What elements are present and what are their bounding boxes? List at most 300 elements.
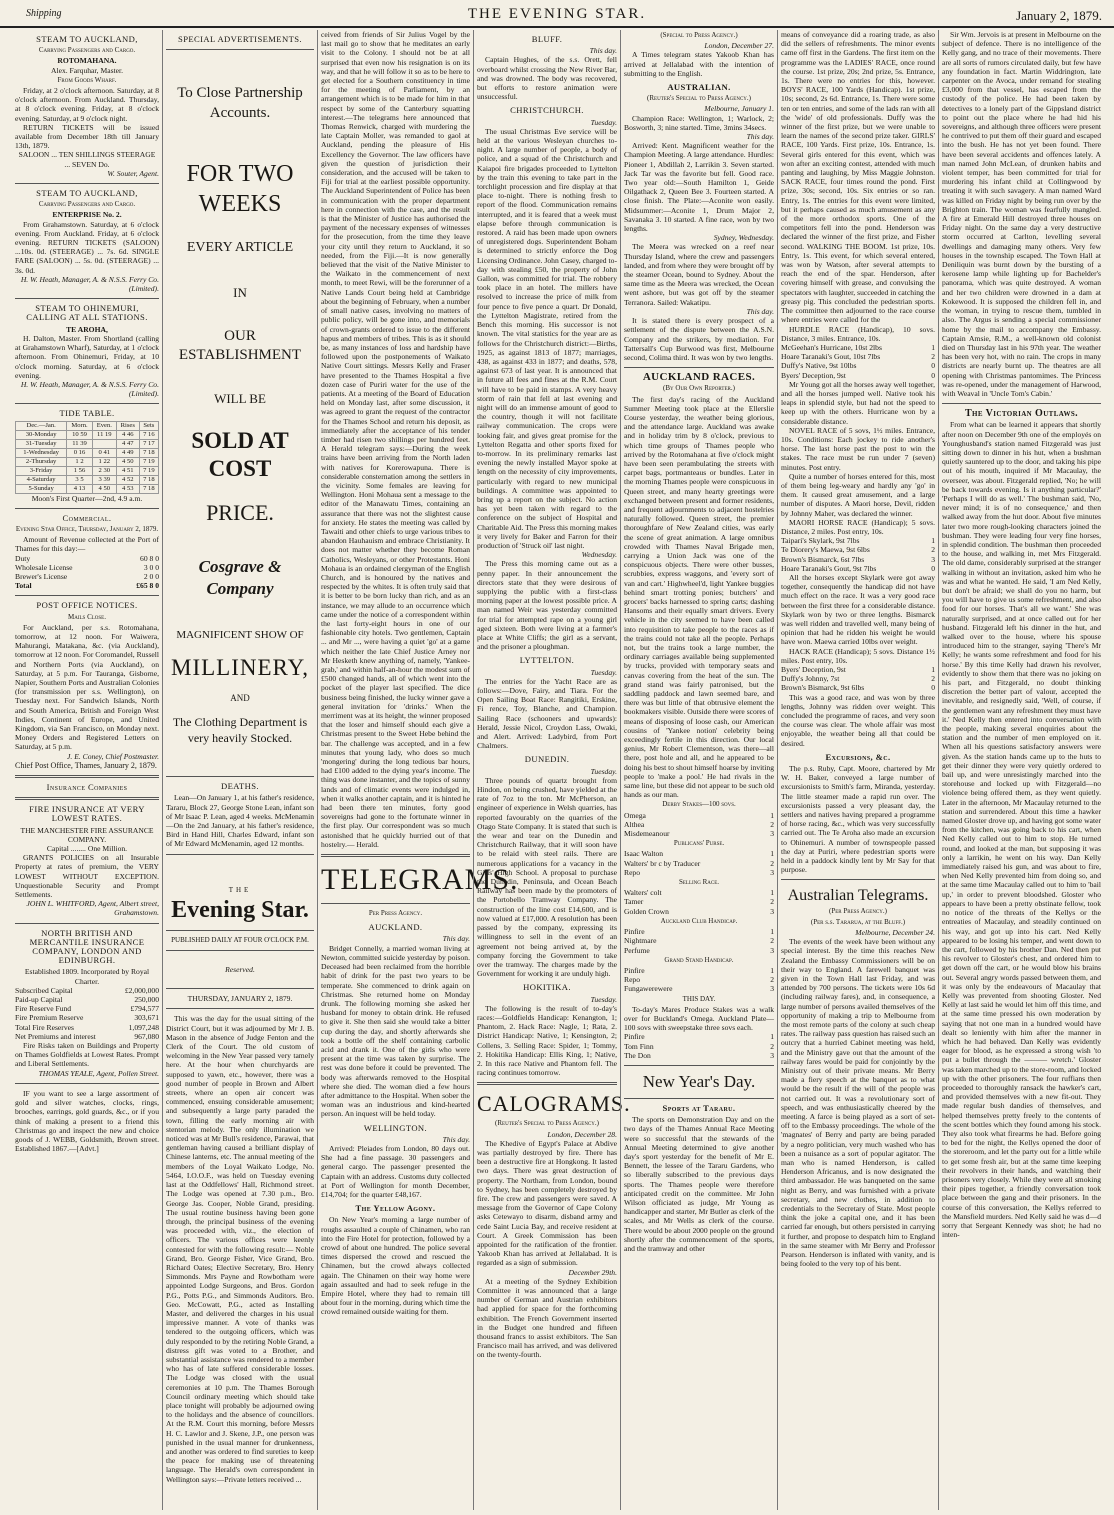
ad-line: To Close Partnership [177, 85, 303, 102]
paragraph: From what can be learned it appears that shortly after noon on December 9th one of the employés on Younghusband's station named Fitzgerald was just sitting down to dinner in his hut, when a bushman quietly sauntered up to the door, and taking his pipe out of his mouth, inquired if Mr Macaulay, the overseer, was about. Fitzgerald replied, 'No; he will be back towards evening. Is it anything particular?' 'Perhaps I will do as well.' The bushman said, 'No, never mind; it is of no consequence,' and then walked away from the hut door. About five minutes later two more rough-looking characters joined the bushman. They were leading four very fine horses, in splendid condition. The bushman then proceeded to the house, and walking in, met Mrs Fitzgerald. The old dame, considerably surprised at the stranger walking in without an invitation, asked him who he was and what he wanted. He said, 'I am Ned Kelly, but don't be afraid; we shall do you no harm, but you will have to give us some refreshment, and also food for our horses. That's all we want.' She was naturally surprised, and at once called out for her husband. Fitzgerald left his dinner in the hut, and walked over to the house, where his spouse introduced him to the stranger, saying 'There's Mr Kelly; he wants some refreshment and food for his horse.' By this time Kelly had drawn his revolver, evidently to show them that there was no joking on his part, and Fitzgerald, no doubt thinking discretion the better part of valour, accepted the inevitable, and resignedly said, 'Well, of course, if the gentlemen want any refreshment they must have it.' Ned Kelly then entered into conversation with the people, making several enquiries about the station and the number of men employed on it. When all his questions satisfactory answers were given. As the station hands came up to the huts to get their dinner they were very quietly ordered to bail up, and were unresistingly marched into the storehouse and locked up with Fitzgerald—no violence being offered them, as they went quietly. Later in the afternoon, Mr Macaulay returned to the station and surrendered. About this time a hawker named Gloster drove up, and having got some water from the kitchen, was going back to his cart, when Ned Kelly called out to him to stop. He turned round, and looked at the man, but supposing it was only a larrikin, he went on his way. Dan Kelly immediately raised his gun, and was about to fire, when Ned Kelly prevented him from doing so, and at the same time Macaulay called out to him to 'bail up,' in order to prevent bloodshed. Gloster who appears to have been a pretty obstinate fellow, took no notice of the threats of the Kellys or the entreaties of Macaulay, and steadily continued on his way, and got up into his cart. Ned Kelly appeared to be losing his temper, and went down to the cart, followed by his brother Dan. Ned then put his revolver to Gloster's chest, and ordered him to get down off the cart, or he would blow his brains out. Several angry words passed between them, and it was only by the endeavours of Macaulay that Kelly was prevented from shooting Gloster. Ned Kelly at last said he would let him off this time, and at the same time pressed his own moderation by saying that not one man in a hundred would have dealt so leniently with him after the manner in which he had behaved. Dan Kelly was evidently eager for blood, as he expressed a strong wish 'to put a bullet through the ——— wretch.' Gloster was taken marched up to the store-room, and locked up with the other prisoners. The four ruffians then proceeded to thoroughly ransack the hawker's cart, and provided themselves with a new fit-out. They made regular bush dandies of themselves, and helped themselves pretty freely to the contents of the scent bottles which they found among his stock. They also took what firearms he had. Before going to bed for the night, the Kellys opened the door of the storeroom, and let the party out for a little while to get some fresh air, but at the same time keeping their revolvers in their hands, and watching their prisoners very closely. While they were all smoking their pipes together, a friendly conversation took place between the gang and their prisoners. In the course of this conversation, the Kellys referred to the Mansfield murders. Ned Kelly said he was d—d sorry that Sergeant Kennedy was shot; he had no inten- [942, 420, 1101, 1240]
row-label: Perfume [624, 945, 650, 955]
paragraph: The entries for the Yacht Race are as follows:—Dove, Fairy, and Tiara. For the Open Sailing Boat Race: Rangitiki, Erskine, Fi rence, Toy, Blanche, and Champion. Sailing Race (schooners and upwards): Herald, Jessie Nicol, Croydon Lass, Owaki, and Alert. Arrived: Ladybird, from Port Chalmers. [477, 676, 617, 751]
paragraph: Champion Race: Wellington, 1; Warlock, 2; Bosworth, 3; nine started. Time, 3mins 34secs. [624, 113, 774, 132]
divider [166, 854, 314, 855]
capital-row [15, 1004, 159, 1013]
race-results [781, 343, 935, 380]
race-result-row [781, 536, 935, 545]
row-value: 0 [931, 683, 935, 693]
tide-cell: 10 59 [67, 430, 93, 439]
tide-cell: 4 50 [116, 457, 139, 466]
divider [15, 1083, 159, 1084]
tide-cell: 1 2 [67, 457, 93, 466]
dateline: This day. [746, 306, 774, 316]
row-label: Brewer's License [15, 571, 68, 581]
agent-signature: THOMAS YEALE, Agent, Pollen Street. [38, 1068, 159, 1078]
tide-table [15, 421, 159, 494]
tide-cell: 3 39 [92, 475, 116, 484]
issue-date: January 2, 1879. [1016, 8, 1102, 23]
tide-cell: 7 19 [139, 466, 158, 475]
tide-cell: 31-Tuesday [16, 439, 67, 448]
tide-cell: 1 22 [92, 457, 116, 466]
row-value: 0 [931, 563, 935, 573]
tide-cell: 3 5 [67, 475, 93, 484]
row-label: Golden Crown [624, 906, 669, 916]
tide-cell: 4 52 [116, 475, 139, 484]
ad-line: MAGNIFICENT SHOW OF [176, 629, 304, 642]
return-tickets: RETURN TICKETS will be issued available from December 18th till January 13th, 1879. [15, 122, 159, 151]
race-results [624, 966, 774, 994]
tide-cell: 7 18 [139, 484, 158, 493]
paragraph: The Press this morning came out as a penny paper. In their announcement the directors state that they were desirous of supplying the public with a first-class morning paper at the lowest possible price. A man named Weir was yesterday committed for trial for attempted rape on a young girl aged sixteen. Both were living at a farmer's place at White Cliffs; the girl as a servant, and the prisoner a ploughman. [477, 559, 617, 652]
tide-row [16, 430, 159, 439]
tide-row [16, 475, 159, 484]
row-value: 3 [770, 945, 774, 955]
paragraph: The Khedive of Egypt's Palace at Abdive was partially destroyed by fire. There has been a destructive fire at Hongkong. It lasted two days. There was great destruction of property. The Northam, from London, bound to Sydney, has been completely destroyed by fire. The crew and passengers were saved. A message from the Governor of Cape Colony asks Cetewayo to disarm, disband army and cede Saint Lucia Bay, and receive resident at Court. A Greek Commission has been appointed for the ratification of the frontier. Yakoob Khan has arrived at Jellalabad. It is regarded as a sign of submission. [477, 1138, 617, 1268]
city-heading: LYTTELTON. [519, 655, 575, 666]
dateline: This day. [442, 934, 470, 944]
ad-line: WILL BE [214, 391, 266, 407]
section-heading: The Victorian Outlaws. [964, 408, 1079, 420]
race-result-row [624, 888, 774, 897]
row-label: Taipari's Skylark, 9st 7lbs [781, 536, 860, 546]
tide-row [16, 448, 159, 457]
row-label: Tom Finn [624, 1041, 654, 1051]
row-label: Walters' br c by Traducer [624, 858, 701, 868]
column-4 [473, 30, 631, 1510]
row-value: 1 [770, 927, 774, 937]
tide-column-header: Sets [139, 421, 158, 430]
paragraph: To-day's Mares Produce Stakes was a walk over for Buckland's Omega. Auckland Plate—100 sovs with sweepstake three sovs each. [624, 1004, 774, 1033]
capital-list [15, 986, 159, 1041]
section-subheading: (Per s.s. Tararua, at the Bluff.) [810, 917, 906, 926]
row-label: Fire Premium Reserve [15, 1013, 84, 1023]
dateline: December 29th. [568, 1267, 617, 1277]
ad-heading: STEAM TO AUCKLAND, [36, 188, 138, 199]
race-result-row [781, 371, 935, 380]
race-title: Derby Stakes—100 sovs. [662, 800, 736, 809]
row-value: 1 [770, 1032, 774, 1042]
race-result-row [781, 361, 935, 370]
section-heading: Sports at Tararu. [662, 1102, 736, 1113]
tide-row [16, 457, 159, 466]
race-result-row [624, 946, 774, 955]
tide-cell: 0 16 [67, 448, 93, 457]
dateline: THURSDAY, JANUARY 2, 1879. [187, 994, 293, 1004]
ad-body: Fire Risks taken on Buildings and Property on Thames Goldfields at Lowest Rates. Prompt and Liberal Settlements. [15, 1041, 159, 1069]
ad-line: OUR ESTABLISHMENT [178, 328, 302, 364]
ad-line: The Clothing Department is very heavily Stocked. [172, 715, 308, 746]
tide-cell: 30-Monday [16, 430, 67, 439]
race-title: Auckland Club Handicap. [660, 916, 738, 925]
tide-cell: 7 16 [139, 430, 158, 439]
divider [624, 1065, 774, 1066]
paragraph: The usual Christmas Eve service will be held at the various Wesleyan churches to-night. A large number of people, a body of police, and a squad of the Christchurch and Kaiapoi fire brigades proceeded to Lyttelton by the train this evening to take part in the torchlight procession and fire display at that place to-night. There is nothing fresh to report of the flood. Communication remains interrupted, and it is feared that a week must elapse before through communication is restored. A raid has been made upon owners of unregistered dogs. Superintendent Boham is determined to strictly enforce the Dog Licensing Ordinance. John Casey, charged to-day with stealing £50, the property of John Gallon, was committed for trial. The robbery took place in an hotel. The millers have resolved to increase the price of milk from four pence to five pence a quart. Dr Donald, the Lyttelton Magistrate, retired from the Bench this morning. His successor is not known. The vital statistics for the year are as follows for the Christchurch district:—Births, 1925, as against 1813 of 1877; marriages, 438, as against 433 in 1877; and deaths, 578, against 673 of last year. It is announced that in future all fees and fines at the R.M. Court will have to be paid in stamps. A very heavy storm of rain that fell at last evening and night will do an immense amount of good to the country, though it will not facilitate railway communication. The crops were looking fair, and gives great promise for the Lyttelton Regatta and other sports fixed for to-morrow. In its preliminary remarks last evening the newly installed Mayor spoke at length on the necessity of city improvements, particularly with regard to new municipal buildings. A committee was appointed to bring up a report on the subject. No action has yet been taken with regard to the conference on the subject of Hospital and Charitable Aid. The Press this morning makes it very lively for Baker and Farron for their production of 'Struck oil' last night. [477, 126, 617, 550]
tide-column-header: Dec.—Jan. [16, 421, 67, 430]
ad-subheading: Carrying Passengers and Cargo. [38, 46, 136, 55]
race-results [624, 927, 774, 955]
row-label: Byers' Deception, 9st [781, 665, 846, 675]
ad-subheading: Carrying Passengers and Cargo. [38, 200, 136, 209]
row-value: 2 [770, 1041, 774, 1051]
race-title: Selling Race. [678, 878, 720, 887]
row-value: 2 [770, 936, 774, 946]
row-value: 3 [931, 554, 935, 564]
tide-table-title: TIDE TABLE. [59, 408, 115, 419]
race-result-row [781, 343, 935, 352]
paragraph: The first day's racing of the Auckland Summer Meeting took place at the Ellerslie Course yesterday, the weather being glorious, and the attendance large. Auckland was awake and in holiday trim by 8 o'clock, previous to which time groups of Thames people who arrived by the Rotomahana at five o'clock might have been seen perambulating the streets with carpet bags, portmanteaus or bundles. Later in the morning Thames people were conspicuous in Queen street, and many hearty greetings were exchanged between present and former residents, and frequent adjournments to adjacent hostelries naturally followed. Queen street, the premier thoroughfare of New Zealand cities, was early the scene of great animation. A large omnibus crowded with Thames Naval Brigade men, carrying a Union Jack was one of the conspicuous objects. There were other busses, scrubbies, express waggons, and 'every sort of van and cart.' Highwheel'd, light Yankee buggies behind smart trotting ponies; butchers' and grocers' backs harnessed to spring carts; dashing Hansoms and their equally smart drivers. Every vehicle in the city seemed to have been called into requisition to take people to the races as if the trains could not take all the people. Perhaps not, but the trains took a large number, the ordinary carriages available being supplemented by trucks, provided with temporary seats and canvas covering from the heat of the sun. The grand stand was fairly patronised, but the saddling paddock and lawn seemed bare, and there was but little of that obtrusive element the bookmakers visible. Outside there were scores of means of disposing of loose cash, our American cousins of 'Yankee notion' celebrity being exceedingly fertile in this direction. Our local genius, Mr Robert Clementson, was there—all there, post hole and all, and he appeared to be doing his best to shout himself hoarse by inviting people to 'make a pool.' He had rivals in the same line, but these did not appear to be such old hands as our man. [624, 394, 774, 800]
tide-cell: 0 41 [92, 448, 116, 457]
race-result-row [624, 811, 774, 820]
row-value: 0 [931, 361, 935, 371]
paragraph: Mr Young got all the horses away well together, and all the horses jumped well. Native took his leaps in splendid style, but had not the speed to keep up with the others. Hurricane won by a considerable distance. [781, 379, 935, 426]
row-value: 1 [931, 665, 935, 675]
newspaper-title: THE EVENING STAR. [467, 6, 647, 22]
row-label: Tamer [624, 897, 644, 907]
ship-master: Alex. Farquhar, Master. [50, 65, 124, 75]
row-value: 3 [770, 829, 774, 839]
capital-row [15, 1032, 159, 1041]
tide-cell: 2-Thursday [16, 457, 67, 466]
race-results [781, 665, 935, 693]
ad-body: From Grahamstown. Saturday, at 6 o'clock evening. From Auckland. Friday, at 6 o'clock evening. RETURN TICKETS (SALOON) ...10s. 0d. (STEERAGE) ... 7s. 6d. SINGLE FARE (SALOON) ... 5s. 0d. (STEERAGE) ... 3s. 0d. [15, 219, 159, 275]
revenue-row [15, 563, 159, 572]
paragraph: Lean—On January 1, at his father's residence, Tararu, Block 27, George Stone Lean, infant son of Mr Isaac P. Lean, aged 4 weeks. McMenamin—On the 2nd January, at his father's residence, Bird in Hand Hill, Charles Edward, infant son of Mr Edward McMenamin, aged 12 months. [166, 793, 314, 849]
dateline: Chief Post Office, Thames, January 2, 1879. [15, 760, 157, 770]
paragraph: This was a good race, and was won by three lengths, Johnny was ridden over weight. This concluded the programme of races, and very soon the course was clear. The whole affair was most enjoyable, the weather being all that could be desired. [781, 692, 935, 748]
race-result-row [781, 674, 935, 683]
row-label: Misdemeanour [624, 829, 670, 839]
race-conditions: HURDLE RACE (Handicap), 10 sovs. Distance, 3 miles. Entrance, 10s. [781, 324, 935, 343]
race-results [624, 811, 774, 839]
section-heading: CALOGRAMS. [477, 1091, 631, 1117]
tide-cell: 4 13 [67, 484, 93, 493]
city-heading: WELLINGTON. [363, 1122, 428, 1133]
row-label: Duffy's Native, 9st 10lbs [781, 361, 857, 371]
divider [15, 508, 159, 509]
nameplate-article: THE [228, 885, 252, 894]
column-1 [12, 30, 162, 1510]
divider [166, 930, 314, 931]
divider [166, 776, 314, 777]
race-result-row [781, 352, 935, 361]
race-result-row [624, 966, 774, 975]
divider [15, 595, 159, 596]
section-subheading: (Per Press Agency.) [829, 907, 887, 916]
row-label: Net Premiums and interest [15, 1031, 96, 1041]
row-value: £794,577 [130, 1004, 159, 1014]
divider [166, 49, 314, 50]
race-result-row [624, 927, 774, 936]
row-label: Subscribed Capital [15, 985, 73, 995]
divider [321, 903, 470, 904]
established: Established 1809. Incorporated by Royal Charter. [24, 967, 150, 986]
paragraph: Arrived: Pleiades from London, 80 days out. She had a fine passage. 30 passengers and general cargo. The passenger presented the Captain with an address. Customs duty collected at Port of Wellington for month December, £14,704; for the quarter £48,167. [321, 1143, 470, 1199]
tide-cell: 4 49 [116, 448, 139, 457]
paragraph: The Meera was wrecked on a reef near Thursday Island, where the crew and passengers landed, and from where they were brought off by the steamer Ocean, bound to Sydney. About the same time as the Meera was wrecked, the Ocean went ashore, but was got off by the steamer Terranora. Sailed: Wakatipu. [624, 242, 774, 307]
race-result-row [624, 897, 774, 906]
capital-row [15, 995, 159, 1004]
ship-name: TE AROHA, [66, 324, 108, 334]
column-3 [317, 30, 519, 1510]
tide-cell: 4 50 [92, 484, 116, 493]
tide-cell: 4 46 [116, 430, 139, 439]
row-value: 1 [770, 888, 774, 898]
paragraph: All the horses except Skylark were got away together, consequently the handicap did not have much effect on the race. It was a very good race between the first three for a considerable distance. Skylark won by two or three lengths. Bismarck was well ridden and travelled well, many being of opinion that had he ridden his weight he would have won. Maewa carried 10lbs over weight. [781, 572, 935, 647]
ad-heading: NORTH BRITISH AND MERCANTILE INSURANCE COMPANY, LONDON AND EDINBURGH. [29, 927, 145, 966]
ad-headline: FOR TWO WEEKS [186, 161, 294, 218]
reserved-note: Reserved. [225, 965, 255, 975]
city-heading: CHRISTCHURCH. [510, 105, 584, 116]
ship-name: ENTERPRISE No. 2. [52, 210, 122, 220]
total-label: Total [15, 581, 32, 591]
column-2 [162, 30, 317, 1510]
paragraph: means of conveyance did a roaring trade, as also did the sellers of refreshments. The minor events came off first in the Gardens. The first item on the programme was the LADIES' RACE, once round the course. 1st prize, 20s; 2nd prize, 5s. Entrance, 1s. There were no entries for this, however. BOYS' RACE, 100 Yards (Handicap). 1st prize, 10s; second, 2s 6d. Entrance, 1s. There were some ten or ten entries, and some of the lads ran with all the 'wide' of old professionals. Duffy was the winner of the first prize, but we were unable to learn the names of the second prize taker. GIRLS' RACE, 100 Yards. First prize, 10s. Entrance, 1s. Several girls entered for this event, which was won after an exciting contest, attended with much panting and laughing, by Miss Maggie Johnston. SACK RACE, four times round the pond. First prize, 30s; second, 10s. Six entries or so ran. Entry, 1s. The entries for this event were limited, but it perhaps caused as much amusement as any of the more orthodox sports. One of the competitors fell into the pond. Henderson was declared the winner of the first prize, and Fisher second. WALKING THE BOOM. 1st prize, 10s. Entry, 1s. This event, for which several entered, was won by Watson, after several attempts to reach the end of the spar. Henderson, after covering himself with grease, and convulsing the spectators with laughter, succeeded in catching the greasy pig. This concluded the pedestrian sports. The committee then adjourned to the race course where entries were called for the [781, 30, 935, 325]
agent-signature: H. W. Heath, Manager, A. & N.S.S. Ferry Co. (Limited). [20, 379, 159, 399]
tide-cell: 4 53 [116, 484, 139, 493]
city-heading: AUCKLAND. [368, 922, 423, 933]
section-heading: New Year's Day. [642, 1071, 756, 1091]
paragraph: Arrived: Kent. Magnificent weather for the Champion Meeting. A large attendance. Hurdles: Pioneer 1, Abdillah 2, Larrikin 3. Seven started. Jack Tar was the favorite but fell. Good race. Two year old:—South Hamilton 1, Geide Oilgathack 2, Queen Bee 3. Fourteen started. A close finish. The Plate:—Aconite won easily. Midsummer:—Aconite 1, Drum Major 2, Savanaka 3. 10 started. A fine race, won by two lengths. [624, 141, 774, 234]
row-value: 2 [931, 352, 935, 362]
row-value: 967,080 [134, 1031, 159, 1041]
city-heading: BLUFF. [531, 34, 563, 44]
column-5 [620, 30, 777, 1510]
capital-row [15, 986, 159, 995]
section-heading: Commercial. [62, 512, 112, 523]
paragraph: The sports on Demonstration Day and on the two days of the Thames Annual Race Meeting were so successful that the stewards of the Annual Meeting determined to give another day's sport yesterday for the benefit of Mr E. Bennett, the lessee of the Tararu Gardens, who so liberally subscribed to the previous days sports. The Thames people were therefore anticipated credit on the committee. Mr John Wilson officiated as judge, Mr Young as handicapper and starter, Mr Butler as clerk of the scales, and Mr Wells as clerk of the course. There would be about 2000 people on the ground shortly after the commencement of the sports, and the tramway and other [624, 1115, 774, 1253]
race-result-row [624, 1051, 774, 1060]
revenue-list [15, 554, 159, 582]
paragraph: The p.s. Ruby, Capt. Moore, chartered by Mr W. H. Baker, conveyed a large number of excursionists to Smith's farm, Miranda, yesterday. The little steamer made a rapid run over. The excursionists passed a very pleasant day, the settlers and natives having prepared a programme of horse racing, &c., which was very successfully carried out. The Te Aroha also made an excursion to Ohinemuri. A number of townspeople passed the day at Puriri, where pedestrian sports were held in a paddock kindly lent by Mr Say for that purpose. [781, 764, 935, 875]
row-label: Walters' colt [624, 888, 662, 898]
row-value: 2 [770, 897, 774, 907]
section-heading: Australian Telegrams. [787, 887, 929, 905]
row-label: Fire Reserve Fund [15, 1004, 72, 1014]
section-heading: The Yellow Agony. [355, 1203, 436, 1214]
dateline: Melbourne, January 1. [704, 104, 774, 114]
row-label: Althea [624, 819, 645, 829]
tide-cell: 3-Friday [16, 466, 67, 475]
divider [477, 1082, 617, 1085]
row-value: £2,000,000 [124, 985, 159, 995]
section-heading: DEATHS. [221, 781, 259, 792]
total-value: £65 8 0 [136, 581, 159, 591]
row-label: Total Fire Reserves [15, 1022, 74, 1032]
capital: Capital ........ One Million. [46, 844, 128, 854]
paragraph: For Auckland, per s.s. Rotomahana, tomorrow, at 12 noon. For Waiwera, Mahurangi, Matakana, &c. (via Auckland), tomorrow at 12 noon. For Coromandel, Russell and Northern Ports (via Auckland), on Saturday, at 5 p.m. For Tauranga, Gisborne, Napier, Southern Ports and Australian Colonies (for transmission per s.s. Wellington), on Tuesday next. For Sandwich Islands, North and South America, British and Foreign West Indies, Continent of Europe, and United Kingdom, via San Francisco, on Monday next. Money Orders and Registered Letters on Saturday, at 5 p.m. [15, 622, 159, 752]
dateline: London, December 27. [704, 41, 774, 51]
row-label: Brown's Bismarck, 9st 6lbs [781, 683, 865, 693]
row-label: Te Diorery's Maewa, 9st 6lbs [781, 545, 870, 555]
row-label: Isaac Walton [624, 849, 664, 859]
race-result-row [624, 829, 774, 838]
divider [166, 988, 314, 989]
city-heading: HOKITIKA. [523, 982, 571, 993]
race-conditions: HACK RACE (Handicap); 5 sovs. Distance 1½ miles. Post entry, 10s. [781, 646, 935, 665]
masthead [0, 0, 1114, 28]
divider [166, 1008, 314, 1009]
row-value: 1 [770, 965, 774, 975]
race-result-row [781, 683, 935, 692]
divider [624, 367, 774, 368]
paragraph: The events of the week have been without any special interest. By the time this reaches New Zealand the Embassy Commissioners will be on their way to England. A farewell banquet was given in the Town Hall last Friday, and was attended by 700 persons. The tickets were 10s 6d (including railway fares), and, in consequence, a large number of persons availed themselves of the opportunity of making a trip to Melbourne from the most remote parts of the colony at such cheap rates. The railway pass question has raised such an outcry that a hurried Cabinet meeting was held, and the Ministry gave out that the amount of the railway fares would be paid for conjointly by the Ministry out of their private means. Mr Berry made a fiery speech at the banquet as to what would be the result if the will of the people was not carried out. It was a revolutionary sort of speech, and was enthusiastically cheered by the meeting. A farce is being played as a sort of set-off to the Embassy proceedings. The whole of the 'magnates' of Berry and party are being paraded by a negro politician, very much washed who has been a nuisance as a sort of popular agitator. The man who is named Henderson, is called Henderson Africanus, and is now designated the third ambassador. He was banqueted on the same night as Berry, and was furnished with a private secretary, and new clothes, in addition to credentials to the Secretary of State. Most people think the joke a capital one, and it has been carried far enough, but others persisted in carrying it further, and propose to despatch him to England in the same steamer with Mr Berry and Professor Pearson. Henderson is inflated with vanity, and is being fooled to the very top of his bent. [781, 937, 936, 1269]
dateline: This day. [442, 1134, 470, 1144]
row-label: Wholesale License [15, 562, 73, 572]
city-heading: DUNEDIN. [524, 754, 570, 765]
section-heading: Insurance Companies [46, 782, 128, 792]
agent-signature: JOHN L. WHITFORD, Agent, Albert street, Grahamstown. [26, 899, 159, 918]
tide-column-header: Morn. [67, 421, 93, 430]
dateline: Wednesday. [581, 550, 617, 560]
section-heading: SPECIAL ADVERTISEMENTS. [178, 34, 302, 44]
ad-line: IN [233, 285, 247, 301]
nameplate: Evening Star. [171, 896, 309, 923]
row-value: 2 [770, 975, 774, 985]
race-title: Grand Stand Handicap. [664, 955, 734, 964]
ad-body: GRANTS POLICIES on all Insurable Property at rates of premium, the VERY LOWEST WITHOUT EXCEPTION. Unquestionable Security and Prompt Settlements. [15, 853, 159, 900]
race-result-row [781, 564, 935, 573]
paragraph: This was the day for the usual sitting of the District Court, but it was adjourned by Mr J. B. Mason in the absence of Judge Fenton and the Clerk of the Court. The old custom of welcoming in the New Year passed very tamely here. At the hour when churchyards are supposed to yawn, etc., however, there was a good number of people in Brown and Albert streets, where an open air concert was commenced, ensuing considerable amusement; and subsequently a large party paraded the town, filling the early morning air with stentorian melody. The only illumination we noticed was at Mr Bull's residence, Parawai, that gentleman having caused a brilliant display of Chinese lanterns, etc. The annual meeting of the members of the Loyal Waikato Lodge, No. 5464, I.O.O.F., was held on Tuesday evening last at the Oddfellows' Hall, Richmond street. The Lodge was opened at 7.30 p.m., Bro. George Jas. Cooper, Noble Grand, presiding. The usual routine business having been gone through, the principal business of the evening was proceeded with, viz., the election of officers. The various offices were keenly contested for with the following result:— Noble Grand, Bro. George Fisher, Vice Grand, Bro. Richard Oates; Elective Secretary, Bro. Henry Simmonds. Mrs Payne and Rowbotham were appointed Lodge Surgeons, and Bros. Gordon P.G., Potts P.G., and Simmonds Auditors. Bro. Geo. McCowatt, P.G., acted as Installing Master, and delivered the charges in his usual impressive manner. A vote of thanks was tendered to the outgoing officers, which was duly responded to by the retiring Noble Grand, a distress gift was voted to a Brother, and substantial assistance was rendered to a member who has of late suffered considerable losses. The Lodge was closed with the usual ceremonies at 10 p.m. The Thames Borough Council ordinary meeting which should take place tonight will probably be adjourned owing to the holidays and the absence of councillors. At the R.M. Court this morning, before Messrs H. C. Lawlor and J. Skene, J.P., one person was punished in the usual manner for drunkenness, and another was ordered to find sureties to keep the peace for making use of threatening language. The Herald's own correspondent in Wellington says:—Private letters received ... [166, 1014, 314, 1484]
row-value: 1 [931, 536, 935, 546]
section-heading: AUCKLAND RACES. [642, 371, 756, 384]
dateline: Tuesday. [590, 766, 617, 776]
company-name: THE MANCHESTER FIRE ASSURANCE COMPANY. [20, 825, 154, 844]
row-value: 2 [770, 819, 774, 829]
race-results [624, 888, 774, 916]
tide-cell [92, 439, 116, 448]
paragraph: The following is the result of to-day's races:—Goldfields Handicap: Kenangton, 1; Phantom, 2. Hack Race: Nagle, 1; Rata, 2. District Handicap: Native, 1; Kensington, 2; Collens, 3. Selling Race: Spider, 1; Tommy, 2. Hokitika Handicap: Ellis King, 1; Native, 2. In this race Native and Phantom fell. The racing continues tomorrow. [477, 1003, 617, 1078]
divider [15, 923, 159, 924]
race-title: THIS DAY. [682, 994, 716, 1003]
row-label: Omega [624, 810, 646, 820]
paragraph: It is stated there is every prospect of a settlement of the dispute between the A.S.N. Company and the strikers, by mediation. For Tattersall's Cup Burwood was first, Melbourne second, Colima third. It was won by two lengths. [624, 316, 774, 362]
race-result-row [624, 849, 774, 858]
paragraph: At a meeting of the Sydney Exhibition Committee it was announced that a large number of German and Austrian exhibitors had applied for space for the forthcoming exhibition. The French Government inserted in the Budget one hundred and fifteen thousand francs to assist exhibitors. The San Francisco mail has arrived, and was delivered on the twenty-fourth. [477, 1276, 617, 1360]
race-result-row [624, 936, 774, 945]
section-subheading: Mails Close. [67, 612, 106, 621]
row-value: 60 8 0 [140, 553, 159, 563]
race-results [624, 849, 774, 877]
tide-cell: 4 51 [116, 466, 139, 475]
race-result-row [624, 984, 774, 993]
section-subheading: (Reuter's Special to Press Agency.) [495, 1119, 599, 1128]
row-label: Nightmare [624, 936, 657, 946]
ad-body: IF you want to see a large assortment of gold and silver watches, clocks, rings, brooches, earrings, gold guards, &c., or if you think of making a present to a friend this Christmas go and inspect the new and choice goods of J. WEBB, Goldsmith, Brown street. Established 1867.—[Advt.] [15, 1088, 159, 1154]
paragraph: Captain Hughes, of the s.s. Orett, fell overboard whilst crossing the New River Bar, and was drowned. The body was recovered, but efforts to restore animation were unsuccessful. [477, 55, 617, 102]
tide-cell: 11 39 [67, 439, 93, 448]
column-6 [777, 30, 938, 1510]
revenue-total [15, 581, 159, 590]
section-heading: TELEGRAMS. [321, 863, 519, 897]
row-value: 303,671 [134, 1013, 159, 1023]
capital-row [15, 1023, 159, 1032]
section-subheading: (Special to Press Agency.) [660, 31, 738, 39]
section-subheading: Evening Star Office, Thursday, January 2, 1879. [15, 524, 159, 533]
tide-cell: 5-Sunday [16, 484, 67, 493]
race-results [624, 1032, 774, 1060]
dateline: Sydney, Wednesday. [713, 233, 774, 243]
divider [15, 183, 159, 184]
dateline: Tuesday. [590, 994, 617, 1004]
divider [15, 403, 159, 404]
tide-row [16, 484, 159, 493]
row-label: The Don [624, 1050, 651, 1060]
dateline: London, December 28. [547, 1129, 617, 1139]
race-result-row [624, 820, 774, 829]
divider [942, 403, 1101, 404]
row-value: 1,097,248 [128, 1022, 159, 1032]
paragraph: Quite a number of horses entered for this, most of them being leg-weary and hardly any 'go' in them. It caused great amusement, and a large number of disputes. A Maori horse, Devil, ridden by Johnny Maher, was declared the winner. [781, 471, 935, 518]
row-label: Repo [624, 975, 641, 985]
row-label: Fungawerewere [624, 984, 673, 994]
race-result-row [781, 555, 935, 564]
dateline: Tuesday. [590, 117, 617, 127]
row-value: 250,000 [134, 995, 159, 1005]
tide-row [16, 466, 159, 475]
ad-headline: PRICE. [206, 500, 274, 526]
moon-phase: Moon's First Quarter—2nd, 4.9 a.m. [31, 493, 143, 503]
row-label: Hoare Taranaki's Gout, 10st 7lbs [781, 352, 881, 362]
masthead-section-label: Shipping [26, 8, 62, 19]
revenue-row [15, 572, 159, 581]
row-value: 1 [770, 849, 774, 859]
paragraph: Sir Wm. Jervois is at present in Melbourne on the subject of defence. There is no intelligence of the Kelly gang, and no trace of their movements. There are all sorts of rumors circulated daily, but few have any foundation in fact. Martin Widdrington, late carpenter on the Avoca, under remand for stealing £3,000 from that vessel, has escaped from the custody of the police. He had been taken by detectives to a lonely part of the Gippsland district to point out the place where he had hid his sovereigns, and although three officers were present he contrived to put them off their guard and escaped into the bush. He has not yet been found. There have been several accidents and offences lately. A man named John McLean, of drunken habits and violent temper, has been committed for trial for murdering his infant child at Collingwood by treating it with such savagery. A man named Ward was killed on Friday night by being run over by the Brighton train. The woman was fearfully mangled. A fire at Emerald Hill destroyed three houses on Friday night. On the same day a very destructive storm occurred at Carlton, levelling several dwellings and damaging many others. Very few houses in the township escaped. The Town Hall at Deniliquin was burnt down by the bursting of a kerosene lamp while lighting up for Bachelder's panorama, which was quite destroyed. A woman and her two children were drowned in a dam at Kokewood. It is supposed the children fell in, and the woman, in trying to rescue them, tumbled in also. The Argus is sending a special commissioner home by the mail to accompany the Embassy. Captain Amsie, R.M., a well-known old colonist died on Thursday last in his 97th year. The weather has been very hot, with no rain. The crops in many districts are nearly burnt up. The theatres are all opening with Christmas pantomimes. The Princess was re-opened, under the management of Harwood, with Weaval in 'Uncle Tom's Cabin.' [942, 30, 1101, 398]
fares: SALOON ... TEN SHILLINGS STEERAGE ... SEVEN Do. [18, 150, 156, 169]
divider [781, 879, 935, 880]
section-subheading: Per Press Agency. [368, 909, 423, 918]
tide-cell: 11 19 [92, 430, 116, 439]
dateline: This day. [589, 46, 617, 56]
row-value: 0 [931, 370, 935, 380]
tide-column-header: Rises [116, 421, 139, 430]
column-7 [938, 30, 1104, 1510]
row-label: Byers' Deception, 9st [781, 370, 846, 380]
row-value: 3 [770, 906, 774, 916]
ad-line: AND [230, 693, 250, 704]
tide-cell: 7 17 [139, 439, 158, 448]
paragraph: A Times telegram states Yakoob Khan has arrived at Jellalabad with the intention of submitting to the English. [624, 50, 774, 78]
paragraph: ceived from friends of Sir Julius Vogel by the last mail go to show that he meditates an early visit to the Colony. I should not be at all surprised that even now his resignation is on its way, and that he will follow it so as to be here to get elected for a Southern constituency in time for the meeting of Parliament, by an arrangement which is to be made for him in that respect by some of the Canterbury squatting interest.—The telegrams here announced that Thomas Renwick, charged with murdering the late Captain Moller, was remanded to gaol at Auckland, pending the pleasure of His Excellency the Governor. The law officers have given the question of jurisdiction their consideration, and the accused will be taken to Fiji for trial at the earliest possible opportunity. The Auckland Superintendent of Police has been in communication with the proper department here in connection with the case, and the result is that the Minister of Justice has authorised the payment of the necessary expenses of witnesses for the prosecution, from the time they leave your city until they return to Auckland, it so needed, from the Fiji.—It is now generally believed that the visit of the Native Minister to the Waikato in the commencement of next month, to meet Rewi, will be the forerunner of a Native Lands Court being held at Cambridge about the beginning of February, when a number of small native cases, involving no matters of public policy, will be gone into, and memorials of crown-grants ordered to issue to the different hapus and members of tribes. This is as it should be, as many instances of loss and hardship have followed upon the postponements of Waikato Native Court sittings. Messrs Kelly and Fraser have presented to the Thames Hospital a five dozen case of Puriri water for the use of the patients. At a meeting of the Board of Education held on Monday last, after some discussion, it was agreed to grant the request of the contractor for the Thames School and return his deposit, as immediately after the acceptance of his tender timber had risen two shillings per hundred feet. A Herald telegram says:—During the week trains have been arriving from the North laden with natives for Korerowapuna. There is considerable consternation among the settlers in the vicinity. Some females are leaving for Wellington. Honi Mohaua sent a message to the editor of the Manawatu Times, containing an assurance that there was not the slightest cause for anxiety. He states the meeting was called by Tawaiti and other chiefs to urge various tribes to abandon Hauhauism and embrace Christianity. It does not matter whether they become Roman Catholics, Wesleyans, or other Protestants. Honi Mohaua is an ordained clergyman of the English Church, and is honoured by the natives and respected by the whites. It is often truly said that it is better to be born lucky than rich, and as an instance, we may allude to an occurrence which came under the notice of a correspondent within the last forty-eight hours in one of our fashionable city hotels. Two gentlemen, Captain ... and Mr ..., were having a quiet 'go' at a game which neither the late Chief Justice Arney nor Mr Hesketh knew anything of, namely, 'Yankee-grab,' and within half-an-hour the modest sum of £500 changed hands, all of which went into the pocket of the player last specified. The dice business being finished, the lucky winner gave a general invitation for 'drinks.' When the merriment was at its height, the winner proposed that the loser and himself should each give a Christmas present to the Sweet Hebe behind the bar. The challenge was accepted, and in a few minutes that young lady, who does so much 'mongering' during the long tedious bar hours, had £100 added to the dying year's income. The thing was done instanter, and the topics of sunny lands and of climatic events were indulged in, when it walks another captain, and it is hinted he had been there ten minutes, forty good sovereigns had gone to the fortunate winner in the first play. Our correspondent was so much astonished that he quickly hurried out of that hostelry.— Herald. [321, 30, 470, 849]
tide-cell: 7 18 [139, 475, 158, 484]
divider [15, 298, 159, 299]
race-result-row [624, 975, 774, 984]
divider [321, 854, 470, 857]
tide-cell: 2 30 [92, 466, 116, 475]
row-value: 2 0 0 [143, 571, 159, 581]
row-value: 3 0 0 [143, 562, 159, 572]
row-value: 2 [931, 545, 935, 555]
ad-heading: STEAM TO AUCKLAND, [36, 34, 138, 44]
divider [15, 775, 159, 778]
dateline: This day. [746, 132, 774, 142]
race-result-row [624, 1042, 774, 1051]
paragraph: On New Year's morning a large number of roughs assaulted a couple of Chinamen, who ran into the Fire Hotel for protection, followed by a crowd of about one hundred. The police several times dispersed the crowd and rescued the Chinamen, but the crowd always collected again. The Chinamen on their way home were again assaulted and had to seek refuge in the Empire Hotel, where they had to remain till about four in the morning, during which time the crowd remained outside waiting for them. [321, 1215, 470, 1317]
ad-headline: SOLD AT COST [191, 428, 289, 482]
ad-line: EVERY ARTICLE [186, 240, 294, 256]
race-conditions: MAORI HORSE RACE (Handicap); 5 sovs. Distance, 2 miles. Post entry, 10s. [781, 517, 935, 536]
race-conditions: NOVEL RACE of 5 sovs, 1½ miles. Entrance, 10s. Conditions: Each jockey to ride another's horse. The last horse past the post to win the stakes. The race must be run under 7 (seven) minutes. Post entry. [781, 425, 935, 472]
race-result-row [624, 859, 774, 868]
dateline: Tuesday. [590, 667, 617, 677]
race-results [781, 536, 935, 573]
row-value: 2 [931, 674, 935, 684]
row-label: Duty [15, 553, 31, 563]
section-subheading: (By Our Own Reporter.) [663, 384, 735, 393]
row-label: Pinfire [624, 1032, 645, 1042]
row-value: 2 [770, 858, 774, 868]
section-subheading: (Reuter's Special to Press Agency.) [647, 94, 751, 103]
